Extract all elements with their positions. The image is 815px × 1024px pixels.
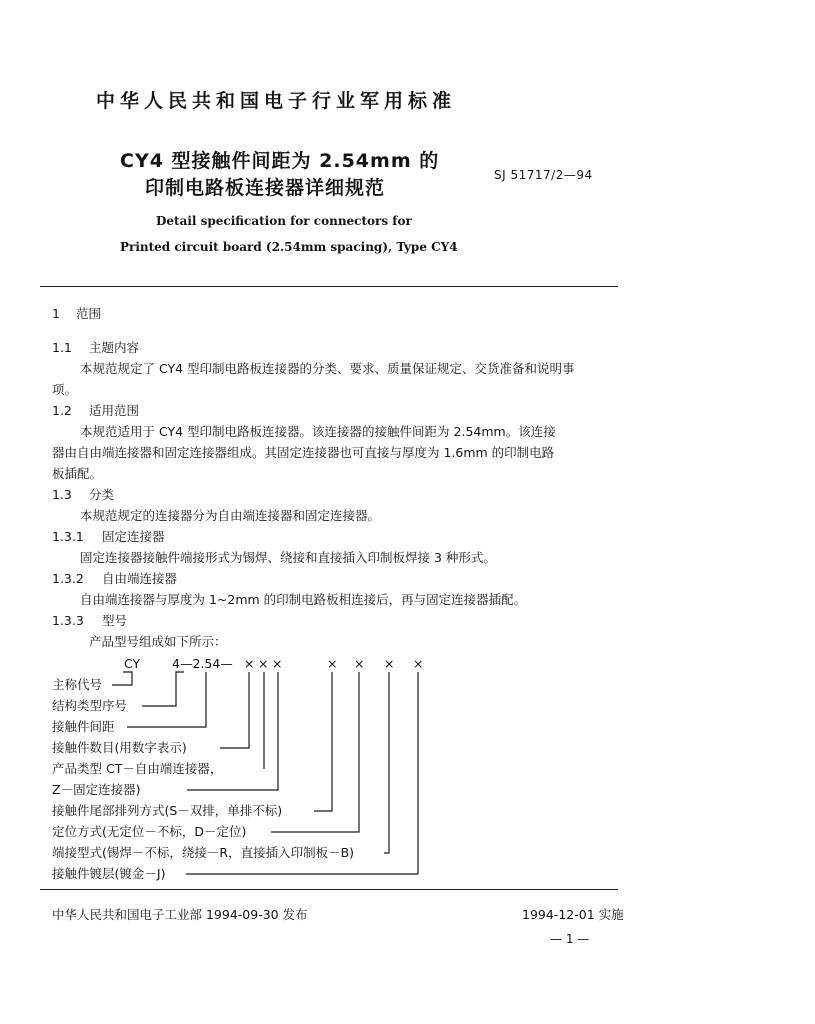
org-standard-title: 中华人民共和国电子行业军用标准: [96, 90, 457, 112]
footer-issuer: 中华人民共和国电子工业部 1994-09-30 发布: [52, 907, 308, 922]
section-1-3-number: 1.3: [52, 487, 72, 502]
model-code-x4: ×: [327, 656, 338, 671]
section-1-number: 1: [52, 306, 60, 321]
section-1-3-1-title: 固定连接器: [102, 529, 165, 544]
section-1-2-para-line1: 本规范适用于 CY4 型印制电路板连接器。该连接器的接触件间距为 2.54mm。该连接: [80, 424, 556, 439]
label-positioning: 定位方式(无定位－不标，D－定位): [52, 824, 247, 839]
model-code-x3: ×: [272, 656, 283, 671]
doc-title-line1: CY4 型接触件间距为 2.54mm 的: [120, 150, 440, 172]
doc-title-line2: 印制电路板连接器详细规范: [145, 177, 386, 199]
model-code-x1: ×: [244, 656, 255, 671]
english-title-line2: Printed circuit board (2.54mm spacing), Type CY4: [120, 240, 458, 254]
section-1-title: 范围: [76, 306, 102, 321]
label-plating: 接触件镀层(镀金－J): [52, 866, 166, 881]
footer-implement-date: 1994-12-01 实施: [522, 907, 624, 922]
section-1-1-number: 1.1: [52, 340, 72, 355]
standard-number: SJ 51717/2—94: [494, 168, 593, 182]
section-1-3-para: 本规范规定的连接器分为自由端连接器和固定连接器。: [80, 508, 381, 523]
label-tail-arrangement: 接触件尾部排列方式(S－双排，单排不标): [52, 803, 283, 818]
section-1-2-para-line2: 器由自由端连接器和固定连接器组成。其固定连接器也可直接与厚度为 1.6mm 的印制电路: [52, 445, 555, 460]
model-code-x5: ×: [354, 656, 365, 671]
page-number: — 1 —: [550, 932, 590, 946]
model-code-series: 4—2.54—: [172, 656, 233, 671]
section-1-2-number: 1.2: [52, 403, 72, 418]
section-1-3-2-number: 1.3.2: [52, 571, 84, 586]
section-1-3-2-para: 自由端连接器与厚度为 1~2mm 的印制电路板相连接后，再与固定连接器插配。: [80, 592, 527, 607]
section-1-3-1-para: 固定连接器接触件端接形式为锡焊、绕接和直接插入印制板焊接 3 种形式。: [80, 550, 496, 565]
section-1-1-title: 主题内容: [89, 340, 140, 355]
section-1-3-3-number: 1.3.3: [52, 613, 84, 628]
model-code-x7: ×: [413, 656, 424, 671]
section-1-3-3-title: 型号: [102, 613, 128, 628]
label-product-type-line1: 产品类型 CT－自由端连接器，: [52, 761, 223, 776]
label-product-type-line2: Z－固定连接器): [52, 782, 141, 797]
model-code-prefix: CY: [124, 656, 141, 671]
section-1-3-title: 分类: [89, 487, 115, 502]
model-code-x2: ×: [258, 656, 269, 671]
label-struct-type: 结构类型序号: [52, 698, 128, 713]
section-1-3-1-number: 1.3.1: [52, 529, 84, 544]
section-1-3-3-para: 产品型号组成如下所示：: [89, 634, 227, 649]
section-1-1-para-line1: 本规范规定了 CY4 型印制电路板连接器的分类、要求、质量保证规定、交货准备和说明事: [80, 361, 575, 376]
section-1-3-2-title: 自由端连接器: [102, 571, 178, 586]
label-termination: 端接型式(锡焊－不标，绕接－R，直接插入印制板－B): [52, 845, 355, 860]
section-1-1-para-line2: 项。: [52, 382, 78, 397]
bottom-divider: [40, 889, 618, 890]
section-1-2-para-line3: 板插配。: [52, 466, 103, 481]
label-main-code: 主称代号: [52, 677, 103, 692]
section-1-2-title: 适用范围: [89, 403, 140, 418]
label-contact-spacing: 接触件间距: [52, 719, 115, 734]
english-title-line1: Detail specification for connectors for: [156, 214, 412, 228]
model-code-x6: ×: [384, 656, 395, 671]
label-contact-count: 接触件数目(用数字表示): [52, 740, 187, 755]
